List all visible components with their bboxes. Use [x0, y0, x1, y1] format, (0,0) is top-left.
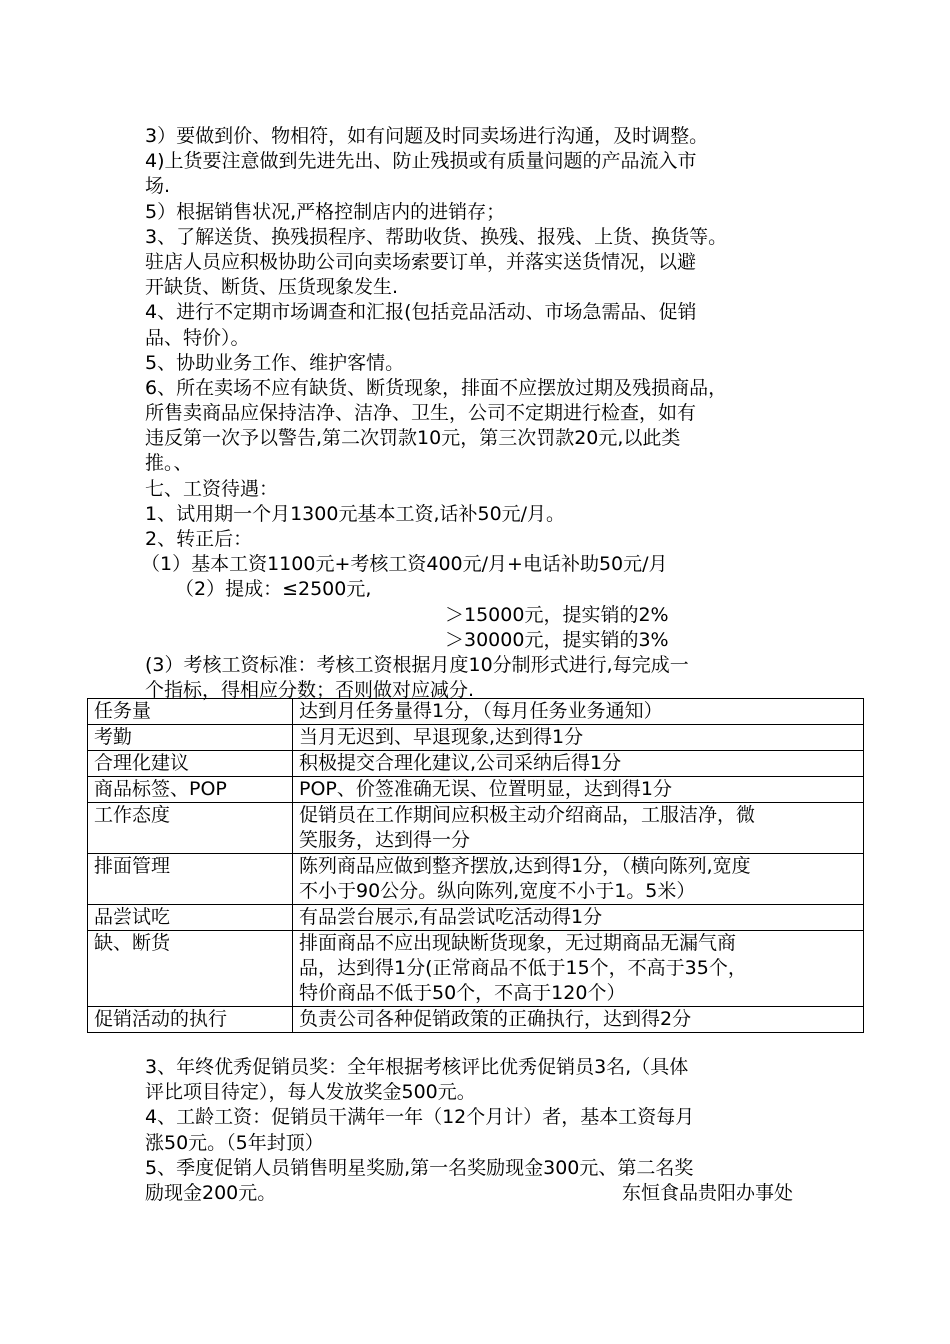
text-line: 涨50元。（5年封顶） — [145, 1131, 324, 1154]
assessment-criteria — [293, 931, 864, 1007]
criteria-line: 当月无迟到、早退现象,达到得1分 — [299, 726, 584, 748]
commission-tier-1: ＞15000元，提实销的2% — [445, 603, 669, 626]
text-line: 5、季度促销人员销售明星奖励,第一名奖励现金300元、第二名奖 — [145, 1156, 694, 1179]
criteria-line: 促销员在工作期间应积极主动介绍商品，工服洁净，微 — [299, 804, 756, 826]
text-line: 3）要做到价、物相符，如有问题及时同卖场进行沟通，及时调整。 — [145, 125, 709, 147]
criteria-line: 陈列商品应做到整齐摆放,达到得1分，（横向陈列,宽度 — [299, 855, 751, 877]
regulations-text — [141, 124, 835, 703]
text-line: 开缺货、断货、压货现象发生. — [145, 276, 399, 299]
closing-row — [145, 1181, 835, 1206]
assessment-criteria — [293, 699, 864, 725]
table-row — [88, 931, 864, 1007]
text-line: 3、年终优秀促销员奖：全年根据考核评比优秀促销员3名,（具体 — [145, 1056, 689, 1078]
table-row — [88, 699, 864, 725]
assessment-table — [87, 698, 864, 1033]
table-row — [88, 803, 864, 854]
criteria-line: 积极提交合理化建议,公司采纳后得1分 — [299, 752, 622, 774]
text-line: 5、协助业务工作、维护客情。 — [145, 351, 405, 374]
text-line: 4)上货要注意做到先进先出、防止残损或有质量问题的产品流入市 — [145, 150, 697, 173]
signature: 东恒食品贵阳办事处 — [621, 1181, 793, 1204]
table-row — [88, 777, 864, 803]
assessment-criteria — [293, 803, 864, 854]
section-heading-salary: 七、工资待遇： — [145, 477, 279, 500]
assessment-criteria — [293, 725, 864, 751]
text-line: 6、所在卖场不应有缺货、断货现象，排面不应摆放过期及残损商品， — [145, 376, 728, 399]
text-line: 场. — [145, 175, 171, 198]
criteria-line: 达到月任务量得1分，（每月任务业务通知） — [299, 700, 663, 722]
assessment-criteria — [293, 854, 864, 905]
text-line: 5）根据销售状况,严格控制店内的进销存； — [145, 200, 506, 223]
assessment-item: 排面管理 — [88, 854, 293, 905]
commission-tier-2: ＞30000元，提实销的3% — [445, 628, 669, 651]
standard-line: 个指标，得相应分数；否则做对应减分. — [145, 679, 475, 702]
criteria-line: 品，达到得1分(正常商品不低于15个，不高于35个， — [299, 957, 747, 979]
assessment-item: 缺、断货 — [88, 931, 293, 1007]
criteria-line: 负责公司各种促销政策的正确执行，达到得2分 — [299, 1008, 692, 1030]
text-line: 励现金200元。 — [145, 1181, 277, 1204]
assessment-criteria — [293, 1007, 864, 1033]
table-row — [88, 725, 864, 751]
text-line: 2、转正后： — [145, 528, 253, 550]
table-row — [88, 905, 864, 931]
assessment-criteria — [293, 751, 864, 777]
table-row — [88, 854, 864, 905]
assessment-criteria — [293, 905, 864, 931]
criteria-line: 笑服务，达到得一分 — [299, 829, 471, 851]
text-line: 4、进行不定期市场调查和汇报(包括竞品活动、市场急需品、促销 — [145, 301, 697, 324]
text-line: 违反第一次予以警告,第二次罚款10元，第三次罚款20元,以此类 — [145, 427, 681, 450]
criteria-line: 特价商品不低于50个，不高于120个） — [299, 982, 626, 1004]
assessment-table-body — [88, 699, 864, 1033]
assessment-item: 品尝试吃 — [88, 905, 293, 931]
criteria-line: 有品尝台展示,有品尝试吃活动得1分 — [299, 906, 603, 928]
criteria-line: 不小于90公分。纵向陈列,宽度不小于1。5米） — [299, 880, 696, 902]
text-line: 1、试用期一个月1300元基本工资,话补50元/月。 — [145, 502, 566, 525]
assessment-item: 考勤 — [88, 725, 293, 751]
text-line: 推。、 — [145, 452, 193, 475]
table-row — [88, 751, 864, 777]
text-line: 所售卖商品应保持洁净、洁净、卫生，公司不定期进行检查，如有 — [145, 402, 697, 425]
text-line: 评比项目待定），每人发放奖金500元。 — [145, 1081, 476, 1104]
assessment-item: 合理化建议 — [88, 751, 293, 777]
text-line: 驻店人员应积极协助公司向卖场索要订单，并落实送货情况，以避 — [145, 250, 697, 273]
assessment-item: 任务量 — [88, 699, 293, 725]
text-line: 品、特价）。 — [145, 326, 250, 349]
text-line: 4、工龄工资：促销员干满年一年（12个月计）者，基本工资每月 — [145, 1106, 695, 1129]
criteria-line: POP、价签准确无误、位置明显，达到得1分 — [299, 778, 672, 800]
assessment-item: 工作态度 — [88, 803, 293, 854]
base-salary-line: （1）基本工资1100元+考核工资400元/月+电话补助50元/月 — [141, 553, 668, 576]
assessment-criteria — [293, 777, 864, 803]
commission-line: （2）提成：≤2500元, — [175, 578, 372, 601]
assessment-item: 促销活动的执行 — [88, 1007, 293, 1033]
standard-line: (3）考核工资标准：考核工资根据月度10分制形式进行,每完成一 — [145, 653, 689, 676]
table-row — [88, 1007, 864, 1033]
assessment-item: 商品标签、POP — [88, 777, 293, 803]
rewards-text — [145, 1055, 835, 1206]
text-line: 3、了解送货、换残损程序、帮助收货、换残、报残、上货、换货等。 — [145, 225, 728, 248]
criteria-line: 排面商品不应出现缺断货现象，无过期商品无漏气商 — [299, 932, 737, 954]
